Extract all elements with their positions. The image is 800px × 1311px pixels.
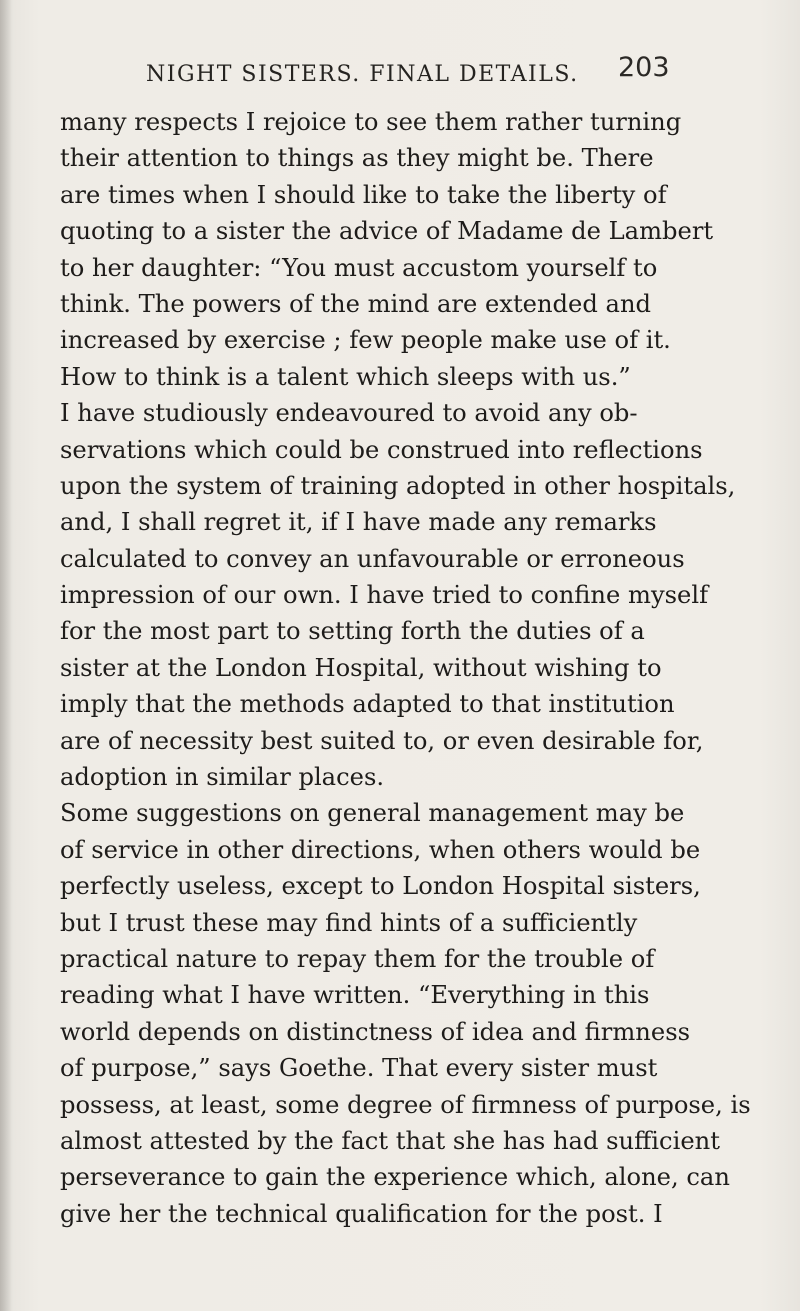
text-line: servations which could be construed into reflections: [60, 435, 703, 464]
text-line: impression of our own. I have tried to confine myself: [60, 581, 709, 610]
text-line: for the most part to setting forth the duties of a: [60, 617, 645, 646]
text-line: to her daughter: “You must accustom yourself to: [60, 253, 658, 282]
text-line: imply that the methods adapted to that institution: [60, 690, 675, 719]
page-gutter-shadow: [0, 0, 12, 1311]
text-line: but I trust these may find hints of a sufficiently: [60, 908, 638, 937]
text-line: upon the system of training adopted in other hospitals,: [60, 471, 736, 500]
page-header: [146, 52, 776, 92]
body-text: [60, 104, 800, 1232]
text-line: many respects I rejoice to see them rather turning: [60, 108, 682, 136]
text-line: quoting to a sister the advice of Madame de Lambert: [60, 217, 714, 246]
text-line: their attention to things as they might be. There: [60, 144, 654, 173]
text-line: perseverance to gain the experience which, alone, can: [60, 1163, 730, 1192]
text-line: give her the technical qualification for the post. I: [60, 1199, 663, 1228]
text-line: and, I shall regret it, if I have made any remarks: [60, 508, 657, 537]
text-line: How to think is a talent which sleeps with us.”: [60, 362, 631, 391]
page-number: 203: [618, 52, 670, 83]
running-head: NIGHT SISTERS. FINAL DETAILS.: [146, 62, 579, 87]
text-line: calculated to convey an unfavourable or erroneous: [60, 544, 685, 573]
text-line: of purpose,” says Goethe. That every sister must: [60, 1054, 658, 1083]
text-line: think. The powers of the mind are extended and: [60, 289, 652, 318]
text-line: possess, at least, some degree of firmness of purpose, is: [60, 1090, 751, 1119]
text-line: are times when I should like to take the liberty of: [60, 180, 667, 209]
text-line: sister at the London Hospital, without wishing to: [60, 653, 662, 682]
text-line: Some suggestions on general management may be: [60, 799, 685, 828]
text-line: increased by exercise ; few people make use of it.: [60, 326, 671, 355]
text-line: perfectly useless, except to London Hospital sisters,: [60, 872, 701, 901]
text-line: almost attested by the fact that she has had sufficient: [60, 1126, 720, 1155]
text-line: adoption in similar places.: [60, 763, 385, 792]
text-line: practical nature to repay them for the trouble of: [60, 944, 655, 973]
text-line: reading what I have written. “Everything in this: [60, 981, 650, 1010]
text-line: world depends on distinctness of idea and firmness: [60, 1017, 691, 1046]
text-line: of service in other directions, when others would be: [60, 835, 701, 864]
text-line: I have studiously endeavoured to avoid any ob-: [60, 399, 638, 428]
text-line: are of necessity best suited to, or even desirable for,: [60, 726, 704, 755]
